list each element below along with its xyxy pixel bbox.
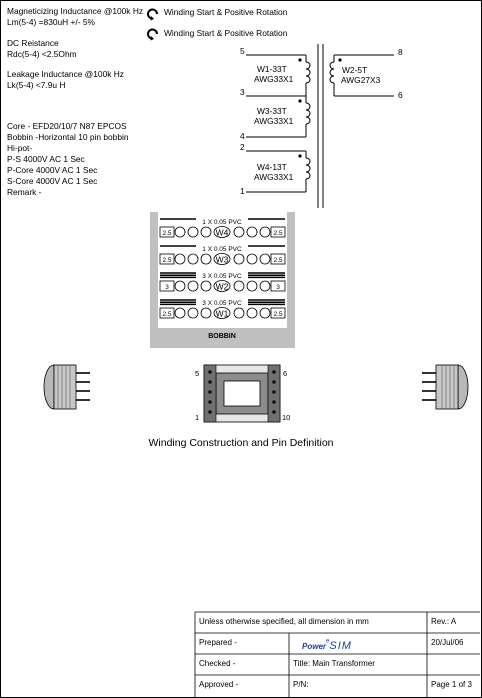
spec-rdc-value: Rdc(5-4) <2.5Ohm bbox=[7, 49, 77, 59]
winding-label: W3 bbox=[215, 254, 229, 265]
margin-label-right: 3 bbox=[276, 284, 280, 291]
pin-8-label: 8 bbox=[398, 47, 403, 57]
tb-date: 20/Jul/06 bbox=[431, 638, 464, 647]
pinout-10: 10 bbox=[282, 413, 291, 422]
w4-turns: W4-13T bbox=[257, 162, 287, 172]
tb-note: Unless otherwise specified, all dimension in mm bbox=[199, 617, 369, 626]
tb-page: Page 1 of 3 bbox=[431, 680, 472, 689]
margin-label-right: 2.5 bbox=[273, 257, 283, 264]
tape-label: 1 X 0.05 PVC bbox=[202, 246, 242, 253]
spec-score: S-Core 4000V AC 1 Sec bbox=[7, 176, 98, 186]
spec-lm-value: Lm(5-4) =830uH +/- 5% bbox=[7, 17, 95, 27]
pin-5-label: 5 bbox=[240, 46, 245, 56]
spec-core: Core - EFD20/10/7 N87 EPCOS bbox=[7, 121, 127, 131]
spec-bobbin: Bobbin -Horizontal 10 pin bobbin bbox=[7, 132, 129, 142]
spec-hipot: Hi-pot- bbox=[7, 143, 33, 153]
w1-turns: W1-33T bbox=[257, 64, 287, 74]
margin-label-right: 2.5 bbox=[273, 230, 283, 237]
spec-rdc-title: DC Reistance bbox=[7, 38, 59, 48]
bobbin-label: BOBBIN bbox=[208, 333, 236, 340]
tape-label: 3 X 0.05 PVC bbox=[202, 273, 242, 280]
spec-ps: P-S 4000V AC 1 Sec bbox=[7, 154, 85, 164]
w1-wire: AWG33X1 bbox=[254, 74, 294, 84]
pinout-1: 1 bbox=[195, 413, 200, 422]
legend-label-1: Winding Start & Positive Rotation bbox=[164, 7, 288, 17]
spec-lk-title: Leakage Inductance @100k Hz bbox=[7, 69, 124, 79]
w3-wire: AWG33X1 bbox=[254, 116, 294, 126]
tape-label: 1 X 0.05 PVC bbox=[202, 219, 242, 226]
spec-lm-title: Magneticizing Inductance @100k Hz bbox=[7, 6, 144, 16]
pin-2-label: 2 bbox=[240, 142, 245, 152]
logo-power: Power bbox=[302, 642, 327, 651]
winding-label: W2 bbox=[215, 281, 229, 292]
tb-approved: Approved - bbox=[199, 680, 239, 689]
margin-label-left: 2.5 bbox=[162, 230, 172, 237]
tb-checked: Checked - bbox=[199, 659, 236, 668]
winding-label: W1 bbox=[215, 308, 229, 319]
pinout-5: 5 bbox=[195, 369, 200, 378]
tb-pn: P/N: bbox=[293, 680, 309, 689]
spec-lk-value: Lk(5-4) <7.9u H bbox=[7, 80, 66, 90]
tb-rev: Rev.: A bbox=[431, 617, 457, 626]
margin-label-left: 3 bbox=[165, 284, 169, 291]
pin-4-label: 4 bbox=[240, 131, 245, 141]
w2-wire: AWG27X3 bbox=[341, 75, 381, 85]
legend-label-2: Winding Start & Positive Rotation bbox=[164, 28, 288, 38]
margin-label-left: 2.5 bbox=[162, 257, 172, 264]
diagram-caption: Winding Construction and Pin Definition bbox=[148, 437, 334, 449]
spec-pcore: P-Core 4000V AC 1 Sec bbox=[7, 165, 98, 175]
winding-label: W4 bbox=[215, 227, 229, 238]
w2-turns: W2-5T bbox=[342, 65, 368, 75]
w3-turns: W3-33T bbox=[257, 106, 287, 116]
spec-remark: Remark - bbox=[7, 187, 42, 197]
margin-label-right: 2.5 bbox=[273, 311, 283, 318]
tape-label: 3 X 0.05 PVC bbox=[202, 300, 242, 307]
tb-prepared: Prepared - bbox=[199, 638, 237, 647]
pinout-6: 6 bbox=[283, 369, 288, 378]
margin-label-left: 2.5 bbox=[162, 311, 172, 318]
pin-6-label: 6 bbox=[398, 90, 403, 100]
pin-3-label: 3 bbox=[240, 87, 245, 97]
logo-e: e bbox=[326, 638, 330, 645]
logo-sim: SIM bbox=[329, 640, 352, 652]
w4-wire: AWG33X1 bbox=[254, 172, 294, 182]
tb-title: Title: Main Transformer bbox=[293, 659, 375, 668]
pin-1-label: 1 bbox=[240, 186, 245, 196]
company-logo bbox=[302, 636, 352, 654]
